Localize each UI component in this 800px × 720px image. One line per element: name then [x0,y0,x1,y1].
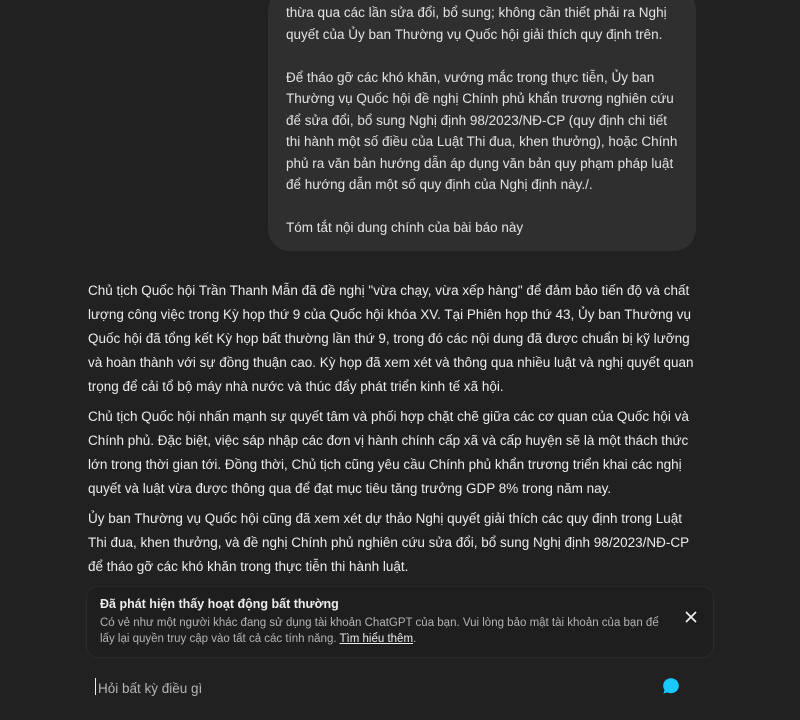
learn-more-link[interactable]: Tìm hiểu thêm [339,633,414,645]
assistant-paragraph: Chủ tịch Quốc hội nhấn mạnh sự quyết tâm và phối hợp chặt chẽ giữa các cơ quan của Quốc hội và Chính phủ. Đặc biệt, việc sáp nhập các đơn vị hành chính cấp xã và cấp huyện sẽ là một thách thức lớn trong thời gian tới. Đồng thời, Chủ tịch cũng yêu cầu Chính phủ khẩn trương triển khai các nghị quyết và luật vừa được thông qua để đạt mục tiêu tăng trưởng GDP 8% trong năm nay. [88,409,689,496]
assistant-paragraph: Chủ tịch Quốc hội Trần Thanh Mẫn đã đề nghị "vừa chạy, vừa xếp hàng" để đảm bảo tiến độ và chất lượng công việc trong Kỳ họp thứ 9 của Quốc hội khóa XV. Tại Phiên họp thứ 43, Ủy ban Thường vụ Quốc hội đã tổng kết Kỳ họp bất thường lần thứ 9, trong đó các nội dung đã được chuẩn bị kỹ lưỡng và hoàn thành với sự đồng thuận cao. Kỳ họp đã xem xét và thông qua nhiều luật và nghị quyết quan trọng để cải tổ bộ máy nhà nước và thúc đẩy phát triển kinh tế xã hội. [88,283,694,394]
user-message-paragraph: Để tháo gỡ các khó khăn, vướng mắc trong thực tiễn, Ủy ban Thường vụ Quốc hội đề nghị Chính phủ khẩn trương nghiên cứu để sửa đổi, bổ sung Nghị định 98/2023/NĐ-CP (quy định chi tiết thi hành một số điều của Luật Thi đua, khen thưởng), hoặc Chính phủ ra văn bản hướng dẫn áp dụng văn bản quy phạm pháp luật để hướng dẫn một số quy định của Nghị định này./. [286,69,678,192]
alert-title: Đã phát hiện thấy hoạt động bất thường [100,597,339,611]
assistant-message [88,279,700,585]
alert-link-suffix: . [413,633,417,645]
user-message-prompt: Tóm tắt nội dung chính của bài báo này [286,220,524,235]
alert-close-button[interactable] [683,609,699,625]
alert-body-text: Có vẻ như một người khác đang sử dụng tài khoản ChatGPT của bạn. Vui lòng bảo mật tài khoản của bạn để lấy lại quyền truy cập vào tất cả các tính năng. [100,617,659,645]
voice-mode-icon [661,676,681,696]
close-icon [685,611,697,623]
user-message-bubble [268,0,696,251]
user-message-paragraph: thừa qua các lần sửa đổi, bổ sung; không cần thiết phải ra Nghị quyết của Ủy ban Thường vụ Quốc hội giải thích quy định trên. [286,5,667,42]
text-caret [95,678,96,695]
alert-body [100,615,659,647]
message-composer [78,664,716,720]
unusual-activity-alert [86,586,714,658]
message-input[interactable] [96,676,640,700]
voice-mode-button[interactable] [661,676,681,696]
assistant-paragraph: Ủy ban Thường vụ Quốc hội cũng đã xem xét dự thảo Nghị quyết giải thích các quy định trong Luật Thi đua, khen thưởng, và đề nghị Chính phủ nghiên cứu sửa đổi, bổ sung Nghị định 98/2023/NĐ-CP để tháo gỡ các khó khăn trong thực tiễn thi hành luật. [88,511,689,574]
